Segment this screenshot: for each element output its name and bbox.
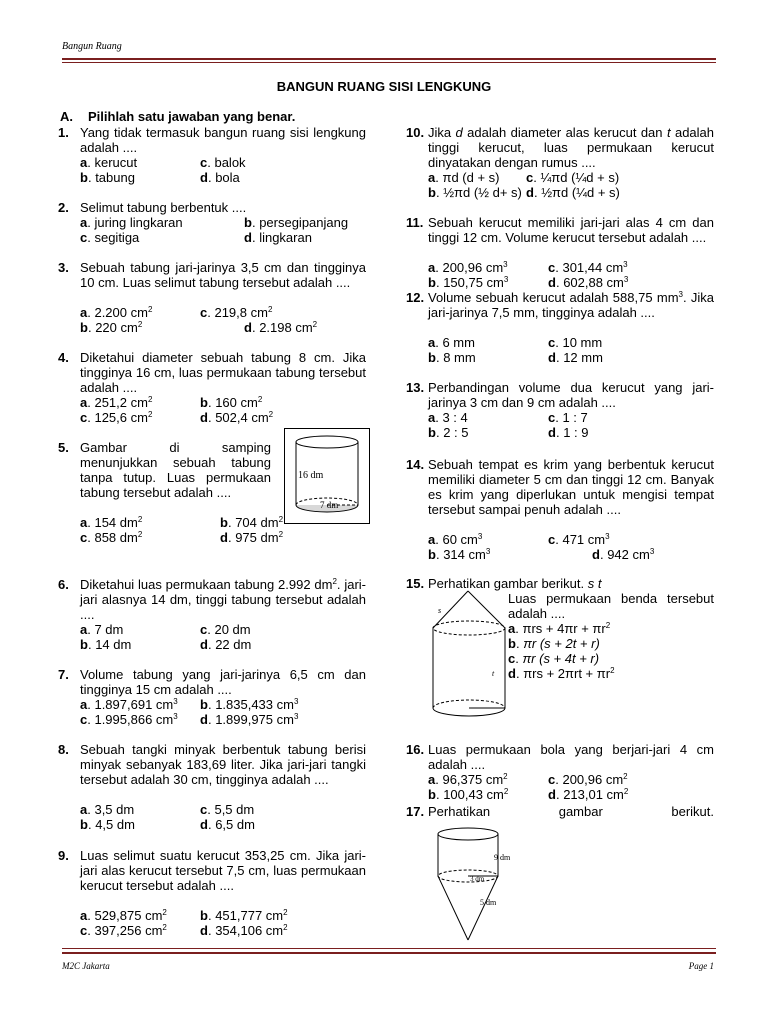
option-d: d. $\pi rs + 2\pi rt + \pi r^2$ xyxy=(508,666,615,681)
question-11 xyxy=(406,215,714,291)
option-a: a. 96,375 $cm^2$ xyxy=(428,772,508,787)
option-a: a. 529,875 $cm^2$ xyxy=(80,908,167,923)
option-c: c. segitiga xyxy=(80,230,140,245)
footer-rule-thin xyxy=(62,948,716,949)
height-label: 9 dm xyxy=(494,853,511,862)
option-c: c. 219,8 $cm^2$ xyxy=(200,305,273,320)
option-c: c. 1.995,866 $cm^3$ xyxy=(80,712,178,727)
section-letter: A. xyxy=(60,109,73,124)
option-a: a. kerucut xyxy=(80,155,138,170)
cylinder-top xyxy=(296,436,358,448)
height-label: t xyxy=(492,669,495,678)
option-a: a. 154 $dm^2$ xyxy=(80,515,143,530)
question-text: Sebuah tempat es krim yang berbentuk kerucut memiliki diameter 5 cm dan tinggi 12 cm. Banyak es krim yang diperlukan untuk mengisi tempat tersebut sampai penuh adalah .... xyxy=(428,457,714,517)
option-b: b. ½πd (½ d+ s) xyxy=(428,185,522,200)
option-d: d. 354,106 $cm^2$ xyxy=(200,923,288,938)
question-text: Selimut tabung berbentuk .... xyxy=(80,200,247,215)
option-c: c. 200,96 $cm^2$ xyxy=(548,772,628,787)
question-number: 11. xyxy=(406,215,424,230)
question-9 xyxy=(58,848,366,941)
option-c: c. 858 $dm^2$ xyxy=(80,530,143,545)
question-number: 8. xyxy=(58,742,69,757)
question-1 xyxy=(58,125,366,187)
question-2 xyxy=(58,200,366,248)
cylinder-cone-figure xyxy=(430,826,528,948)
joint-ellipse xyxy=(433,621,505,635)
option-c: c. 5,5 dm xyxy=(200,802,255,817)
question-number: 7. xyxy=(58,667,69,682)
question-text-2: Luas permukaan benda tersebut adalah .... xyxy=(508,591,714,621)
question-number: 16. xyxy=(406,742,425,757)
option-b: b. persegipanjang xyxy=(244,215,349,230)
option-d: d. 6,5 dm xyxy=(200,817,255,832)
question-16 xyxy=(406,742,714,804)
option-b: b. 4,5 dm xyxy=(80,817,135,832)
question-text: Perbandingan volume dua kerucut yang jari-jarinya 3 cm dan 9 cm adalah .... xyxy=(428,380,714,410)
question-text: Jika d adalah diameter alas kerucut dan t adalah tinggi kerucut, luas permukaan kerucut dinyatakan dengan rumus .... xyxy=(428,125,715,170)
option-b: b. 8 mm xyxy=(428,350,476,365)
cylinder-height-label: 16 dm xyxy=(298,470,324,481)
footer-left: M2C Jakarta xyxy=(62,961,110,971)
option-c: c. 10 mm xyxy=(548,335,603,350)
option-b: b. πr (s + 2t + r) xyxy=(508,636,600,651)
option-b: b. tabung xyxy=(80,170,135,185)
option-a: a. 60 $cm^3$ xyxy=(428,532,483,547)
option-a: a. 2.200 $cm^2$ xyxy=(80,305,153,320)
option-c: c. πr (s + 4t + r) xyxy=(508,651,600,666)
question-number: 2. xyxy=(58,200,69,215)
option-b: b. 220 $cm^2$ xyxy=(80,320,143,335)
radius-label: 3 dm xyxy=(470,875,485,883)
option-a: a. 3 : 4 xyxy=(428,410,468,425)
option-d: d. ½πd (¼d + s) xyxy=(526,185,620,200)
footer-right: Page 1 xyxy=(688,961,714,971)
cylinder-radius-label: 7 dm xyxy=(320,500,339,510)
option-c: c. 1 : 7 xyxy=(548,410,588,425)
option-d: d. bola xyxy=(200,170,240,185)
option-d: d. 12 mm xyxy=(548,350,603,365)
question-text: Diketahui diameter sebuah tabung 8 cm. Jika tingginya 16 cm, luas permukaan tabung tersebut adalah .... xyxy=(80,350,366,395)
question-number: 3. xyxy=(58,260,69,275)
option-c: c. 397,256 $cm^2$ xyxy=(80,923,167,938)
question-text: Perhatikan gambar berikut. xyxy=(428,804,714,819)
question-text: Sebuah tabung jari-jarinya 3,5 cm dan tingginya 10 cm. Luas selimut tabung tersebut adalah .... xyxy=(80,260,366,290)
question-number: 14. xyxy=(406,457,425,472)
question-text: Volume sebuah kerucut adalah 588,75 $mm^3$. Jika jari-jarinya 7,5 mm, tingginya adalah .... xyxy=(428,290,714,320)
option-c: c. ¼πd (¼d + s) xyxy=(526,170,620,185)
question-17 xyxy=(406,804,714,820)
option-b: b. 1.835,433 $cm^3$ xyxy=(200,697,299,712)
question-text: Sebuah tangki minyak berbentuk tabung berisi minyak sebanyak 183,69 liter. Jika jari-jari tangki tersebut adalah 30 cm, tingginya adalah .... xyxy=(80,742,366,787)
section-heading xyxy=(60,109,295,124)
question-number: 15. xyxy=(406,576,425,591)
question-number: 13. xyxy=(406,380,425,395)
question-6 xyxy=(58,577,366,655)
option-b: b. 2 : 5 xyxy=(428,425,469,440)
option-a: a. 200,96 $cm^3$ xyxy=(428,260,508,275)
option-c: c. 471 $cm^3$ xyxy=(548,532,610,547)
question-text: Sebuah kerucut memiliki jari-jari alas 4 cm dan tinggi 12 cm. Volume kerucut tersebut adalah .... xyxy=(428,215,714,245)
option-d: d. 1.899,975 $cm^3$ xyxy=(200,712,299,727)
question-number: 9. xyxy=(58,848,69,863)
section-instruction: Pilihlah satu jawaban yang benar. xyxy=(88,109,296,124)
option-c: c. 125,6 $cm^2$ xyxy=(80,410,153,425)
question-4 xyxy=(58,350,366,428)
option-d: d. 502,4 $cm^2$ xyxy=(200,410,274,425)
option-d: d. 602,88 $cm^3$ xyxy=(548,275,629,290)
question-number: 6. xyxy=(58,577,69,592)
question-number: 5. xyxy=(58,440,69,455)
option-d: d. 213,01 $cm^2$ xyxy=(548,787,629,802)
question-number: 17. xyxy=(406,804,425,819)
question-8 xyxy=(58,742,366,835)
header-rule-thick xyxy=(62,58,716,60)
option-b: b. 160 $cm^2$ xyxy=(200,395,263,410)
option-b: b. 14 dm xyxy=(80,637,132,652)
question-number: 10. xyxy=(406,125,425,140)
option-d: d. 975 $dm^2$ xyxy=(220,530,284,545)
header-rule-thin xyxy=(62,62,716,63)
page-title: BANGUN RUANG SISI LENGKUNG xyxy=(276,79,492,94)
question-text: Luas selimut suatu kerucut 353,25 cm. Jika jari-jari alas kerucut tersebut 7,5 cm, luas permukaan kerucut tersebut adalah .... xyxy=(80,848,366,893)
slant-label: 5 dm xyxy=(480,898,497,907)
question-13 xyxy=(406,380,714,442)
slant-label: s xyxy=(438,606,442,615)
option-b: b. 150,75 $cm^3$ xyxy=(428,275,509,290)
cone-cylinder-figure xyxy=(428,588,512,724)
option-d: d. lingkaran xyxy=(244,230,312,245)
question-text: Gambar di samping menunjukkan sebuah tabung tanpa tutup. Luas permukaan tabung tersebut adalah .... xyxy=(80,440,271,500)
question-text: Luas permukaan bola yang berjari-jari 4 cm adalah .... xyxy=(428,742,714,772)
question-text: Perhatikan gambar berikut. s t xyxy=(428,576,602,591)
option-b: b. 314 $cm^3$ xyxy=(428,547,491,562)
option-a: a. πd (d + s) xyxy=(428,170,500,185)
running-header: Bangun Ruang xyxy=(62,41,122,52)
question-text: Diketahui luas permukaan tabung 2.992 $dm^2$. jari-jari alasnya 14 dm, tinggi tabung tersebut adalah .... xyxy=(80,577,367,622)
option-a: a. 3,5 dm xyxy=(80,802,135,817)
option-b: b. 704 $dm^2$ xyxy=(220,515,284,530)
open-cylinder-figure xyxy=(284,428,370,524)
footer-rule-thick xyxy=(62,952,716,954)
option-a: a. juring lingkaran xyxy=(80,215,183,230)
question-7 xyxy=(58,667,366,729)
option-d: d. 22 dm xyxy=(200,637,252,652)
question-14 xyxy=(406,457,714,565)
question-number: 12. xyxy=(406,290,425,305)
option-b: b. 100,43 $cm^2$ xyxy=(428,787,509,802)
question-text: Yang tidak termasuk bangun ruang sisi lengkung adalah .... xyxy=(80,125,366,155)
option-c: c. 301,44 $cm^3$ xyxy=(548,260,628,275)
option-d: d. 1 : 9 xyxy=(548,425,589,440)
question-text: Volume tabung yang jari-jarinya 6,5 cm dan tingginya 15 cm adalah .... xyxy=(80,667,366,697)
top-ellipse xyxy=(438,828,498,840)
option-b: b. 451,777 $cm^2$ xyxy=(200,908,288,923)
question-number: 4. xyxy=(58,350,69,365)
option-a: a. 251,2 $cm^2$ xyxy=(80,395,153,410)
question-number: 1. xyxy=(58,125,69,140)
question-10 xyxy=(406,125,714,203)
option-c: c. 20 dm xyxy=(200,622,251,637)
question-3 xyxy=(58,260,366,338)
option-d: d. 942 $cm^3$ xyxy=(592,547,655,562)
option-a: a. 6 mm xyxy=(428,335,475,350)
question-12 xyxy=(406,290,714,368)
option-d: d. 2.198 $cm^2$ xyxy=(244,320,318,335)
option-c: c. balok xyxy=(200,155,246,170)
option-a: a. $\pi rs + 4\pi r + \pi r^2$ xyxy=(508,621,611,636)
option-a: a. 1.897,691 $cm^3$ xyxy=(80,697,178,712)
option-a: a. 7 dm xyxy=(80,622,124,637)
